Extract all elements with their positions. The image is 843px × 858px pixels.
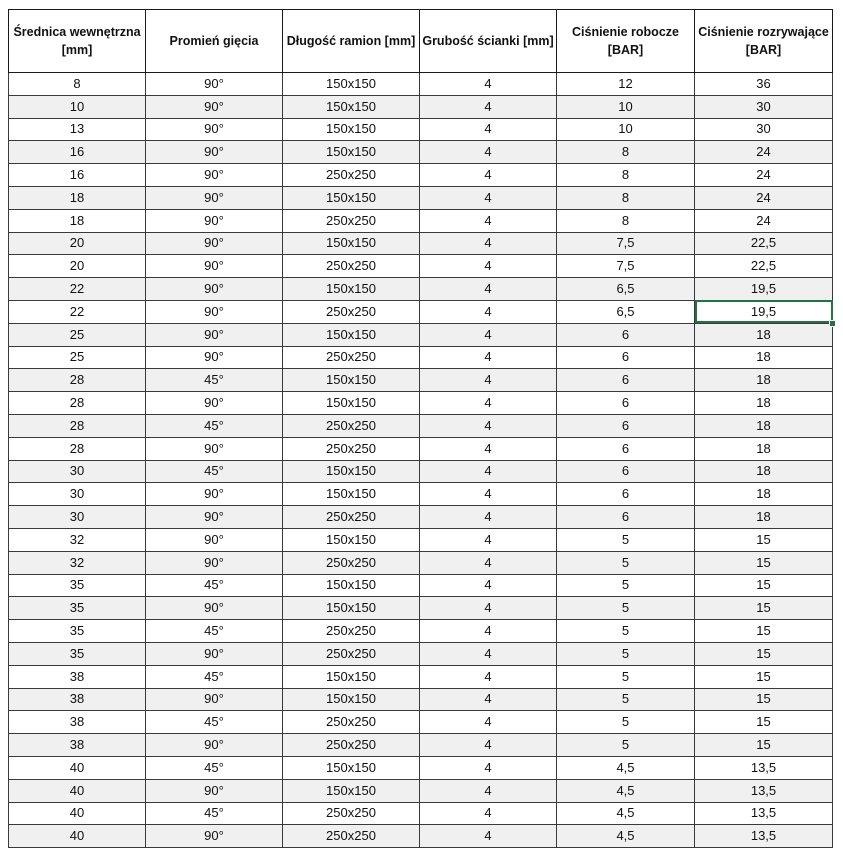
cell-wall-thickness[interactable]: 4: [420, 278, 557, 301]
cell-inner-diameter[interactable]: 38: [9, 665, 146, 688]
cell-wall-thickness[interactable]: 4: [420, 118, 557, 141]
cell-bend-radius[interactable]: 90°: [146, 232, 283, 255]
cell-burst-pressure[interactable]: 15: [695, 528, 833, 551]
cell-inner-diameter[interactable]: 35: [9, 642, 146, 665]
cell-wall-thickness[interactable]: 4: [420, 141, 557, 164]
cell-bend-radius[interactable]: 90°: [146, 95, 283, 118]
cell-arm-length[interactable]: 150x150: [283, 186, 420, 209]
cell-burst-pressure[interactable]: 15: [695, 734, 833, 757]
cell-wall-thickness[interactable]: 4: [420, 437, 557, 460]
cell-bend-radius[interactable]: 90°: [146, 528, 283, 551]
table-row: [9, 483, 833, 506]
cell-inner-diameter[interactable]: 30: [9, 506, 146, 529]
cell-inner-diameter[interactable]: 40: [9, 802, 146, 825]
cell-working-pressure[interactable]: 6,5: [557, 300, 695, 323]
cell-working-pressure[interactable]: 5: [557, 642, 695, 665]
cell-wall-thickness[interactable]: 4: [420, 574, 557, 597]
cell-arm-length[interactable]: 250x250: [283, 825, 420, 848]
cell-arm-length[interactable]: 250x250: [283, 346, 420, 369]
cell-wall-thickness[interactable]: 4: [420, 620, 557, 643]
cell-inner-diameter[interactable]: 28: [9, 414, 146, 437]
cell-working-pressure[interactable]: 6,5: [557, 278, 695, 301]
cell-inner-diameter[interactable]: 16: [9, 164, 146, 187]
cell-burst-pressure[interactable]: 18: [695, 460, 833, 483]
cell-wall-thickness[interactable]: 4: [420, 414, 557, 437]
cell-bend-radius[interactable]: 90°: [146, 392, 283, 415]
cell-wall-thickness[interactable]: 4: [420, 323, 557, 346]
cell-burst-pressure[interactable]: 13,5: [695, 779, 833, 802]
cell-burst-pressure[interactable]: 24: [695, 141, 833, 164]
cell-inner-diameter[interactable]: 40: [9, 779, 146, 802]
cell-burst-pressure[interactable]: 18: [695, 437, 833, 460]
table-row: [9, 186, 833, 209]
cell-arm-length[interactable]: 250x250: [283, 551, 420, 574]
cell-wall-thickness[interactable]: 4: [420, 711, 557, 734]
cell-burst-pressure-selected[interactable]: 19,5: [695, 300, 833, 323]
cell-bend-radius[interactable]: 90°: [146, 118, 283, 141]
cell-burst-pressure[interactable]: 30: [695, 118, 833, 141]
cell-working-pressure[interactable]: 5: [557, 665, 695, 688]
cell-arm-length[interactable]: 150x150: [283, 756, 420, 779]
table-row: [9, 164, 833, 187]
cell-working-pressure[interactable]: 8: [557, 141, 695, 164]
cell-working-pressure[interactable]: 5: [557, 688, 695, 711]
cell-working-pressure[interactable]: 5: [557, 620, 695, 643]
cell-inner-diameter[interactable]: 40: [9, 756, 146, 779]
cell-bend-radius[interactable]: 90°: [146, 255, 283, 278]
cell-wall-thickness[interactable]: 4: [420, 802, 557, 825]
table-row: [9, 323, 833, 346]
cell-wall-thickness[interactable]: 4: [420, 506, 557, 529]
cell-burst-pressure[interactable]: 15: [695, 597, 833, 620]
cell-working-pressure[interactable]: 6: [557, 323, 695, 346]
table-row: [9, 665, 833, 688]
cell-burst-pressure[interactable]: 18: [695, 346, 833, 369]
cell-bend-radius[interactable]: 45°: [146, 711, 283, 734]
cell-wall-thickness[interactable]: 4: [420, 665, 557, 688]
header-bend-radius[interactable]: Promień gięcia: [146, 10, 283, 73]
cell-burst-pressure[interactable]: 24: [695, 209, 833, 232]
cell-burst-pressure[interactable]: 18: [695, 369, 833, 392]
cell-working-pressure[interactable]: 8: [557, 209, 695, 232]
cell-arm-length[interactable]: 250x250: [283, 300, 420, 323]
cell-wall-thickness[interactable]: 4: [420, 164, 557, 187]
cell-arm-length[interactable]: 250x250: [283, 164, 420, 187]
cell-working-pressure[interactable]: 6: [557, 437, 695, 460]
cell-wall-thickness[interactable]: 4: [420, 95, 557, 118]
table-row: [9, 528, 833, 551]
header-row: [9, 10, 833, 73]
cell-inner-diameter[interactable]: 40: [9, 825, 146, 848]
cell-wall-thickness[interactable]: 4: [420, 392, 557, 415]
table-row: [9, 597, 833, 620]
cell-working-pressure[interactable]: 10: [557, 118, 695, 141]
cell-inner-diameter[interactable]: 28: [9, 392, 146, 415]
table-row: [9, 278, 833, 301]
cell-wall-thickness[interactable]: 4: [420, 642, 557, 665]
header-arm-length[interactable]: Długość ramion [mm]: [283, 10, 420, 73]
cell-burst-pressure[interactable]: 24: [695, 164, 833, 187]
cell-inner-diameter[interactable]: 18: [9, 186, 146, 209]
cell-inner-diameter[interactable]: 35: [9, 620, 146, 643]
cell-arm-length[interactable]: 250x250: [283, 642, 420, 665]
cell-bend-radius[interactable]: 90°: [146, 642, 283, 665]
cell-working-pressure[interactable]: 12: [557, 73, 695, 96]
cell-inner-diameter[interactable]: 25: [9, 323, 146, 346]
cell-burst-pressure[interactable]: 22,5: [695, 232, 833, 255]
cell-burst-pressure[interactable]: 19,5: [695, 278, 833, 301]
cell-wall-thickness[interactable]: 4: [420, 688, 557, 711]
table-row: [9, 255, 833, 278]
cell-bend-radius[interactable]: 45°: [146, 802, 283, 825]
cell-bend-radius[interactable]: 90°: [146, 73, 283, 96]
table-row: [9, 369, 833, 392]
table-row: [9, 346, 833, 369]
cell-wall-thickness[interactable]: 4: [420, 232, 557, 255]
cell-inner-diameter[interactable]: 30: [9, 460, 146, 483]
cell-burst-pressure[interactable]: 15: [695, 551, 833, 574]
cell-bend-radius[interactable]: 90°: [146, 551, 283, 574]
table-row: [9, 779, 833, 802]
cell-arm-length[interactable]: 150x150: [283, 118, 420, 141]
table-row: [9, 802, 833, 825]
table-body: [9, 73, 833, 848]
cell-working-pressure[interactable]: 5: [557, 734, 695, 757]
cell-arm-length[interactable]: 150x150: [283, 73, 420, 96]
cell-inner-diameter[interactable]: 38: [9, 711, 146, 734]
cell-arm-length[interactable]: 250x250: [283, 209, 420, 232]
cell-burst-pressure[interactable]: 13,5: [695, 802, 833, 825]
cell-inner-diameter[interactable]: 20: [9, 255, 146, 278]
header-inner-diameter[interactable]: Średnica wewnętrzna [mm]: [9, 10, 146, 73]
cell-inner-diameter[interactable]: 22: [9, 278, 146, 301]
specification-table: [8, 9, 833, 848]
cell-inner-diameter[interactable]: 22: [9, 300, 146, 323]
cell-arm-length[interactable]: 150x150: [283, 369, 420, 392]
cell-wall-thickness[interactable]: 4: [420, 825, 557, 848]
cell-working-pressure[interactable]: 6: [557, 369, 695, 392]
table-row: [9, 73, 833, 96]
table-row: [9, 642, 833, 665]
cell-inner-diameter[interactable]: 35: [9, 574, 146, 597]
cell-bend-radius[interactable]: 90°: [146, 346, 283, 369]
cell-burst-pressure[interactable]: 36: [695, 73, 833, 96]
fill-handle[interactable]: [829, 320, 836, 327]
cell-working-pressure[interactable]: 6: [557, 346, 695, 369]
cell-inner-diameter[interactable]: 16: [9, 141, 146, 164]
cell-burst-pressure[interactable]: 18: [695, 506, 833, 529]
table-row: [9, 688, 833, 711]
cell-burst-pressure[interactable]: 22,5: [695, 255, 833, 278]
cell-arm-length[interactable]: 250x250: [283, 711, 420, 734]
cell-arm-length[interactable]: 250x250: [283, 437, 420, 460]
table-row: [9, 551, 833, 574]
cell-arm-length[interactable]: 250x250: [283, 414, 420, 437]
cell-wall-thickness[interactable]: 4: [420, 209, 557, 232]
cell-arm-length[interactable]: 150x150: [283, 688, 420, 711]
cell-arm-length[interactable]: 250x250: [283, 506, 420, 529]
cell-working-pressure[interactable]: 5: [557, 597, 695, 620]
cell-bend-radius[interactable]: 45°: [146, 756, 283, 779]
cell-bend-radius[interactable]: 90°: [146, 141, 283, 164]
cell-burst-pressure[interactable]: 13,5: [695, 756, 833, 779]
cell-working-pressure[interactable]: 10: [557, 95, 695, 118]
cell-working-pressure[interactable]: 4,5: [557, 779, 695, 802]
cell-wall-thickness[interactable]: 4: [420, 483, 557, 506]
cell-working-pressure[interactable]: 6: [557, 414, 695, 437]
cell-arm-length[interactable]: 150x150: [283, 278, 420, 301]
cell-working-pressure[interactable]: 7,5: [557, 255, 695, 278]
cell-arm-length[interactable]: 250x250: [283, 255, 420, 278]
table-row: [9, 825, 833, 848]
cell-arm-length[interactable]: 150x150: [283, 323, 420, 346]
cell-working-pressure[interactable]: 4,5: [557, 756, 695, 779]
cell-wall-thickness[interactable]: 4: [420, 300, 557, 323]
cell-wall-thickness[interactable]: 4: [420, 597, 557, 620]
header-working-pressure[interactable]: Ciśnienie robocze [BAR]: [557, 10, 695, 73]
cell-working-pressure[interactable]: 7,5: [557, 232, 695, 255]
cell-wall-thickness[interactable]: 4: [420, 756, 557, 779]
cell-burst-pressure[interactable]: 18: [695, 414, 833, 437]
cell-arm-length[interactable]: 150x150: [283, 232, 420, 255]
cell-bend-radius[interactable]: 90°: [146, 186, 283, 209]
cell-bend-radius[interactable]: 90°: [146, 597, 283, 620]
spreadsheet: [8, 9, 832, 848]
cell-bend-radius[interactable]: 45°: [146, 620, 283, 643]
cell-inner-diameter[interactable]: 28: [9, 369, 146, 392]
table-row: [9, 711, 833, 734]
cell-working-pressure[interactable]: 4,5: [557, 802, 695, 825]
cell-burst-pressure[interactable]: 13,5: [695, 825, 833, 848]
cell-burst-pressure[interactable]: 15: [695, 665, 833, 688]
cell-inner-diameter[interactable]: 32: [9, 528, 146, 551]
cell-working-pressure[interactable]: 5: [557, 528, 695, 551]
cell-bend-radius[interactable]: 90°: [146, 278, 283, 301]
cell-working-pressure[interactable]: 5: [557, 574, 695, 597]
cell-bend-radius[interactable]: 90°: [146, 437, 283, 460]
cell-inner-diameter[interactable]: 35: [9, 597, 146, 620]
cell-inner-diameter[interactable]: 10: [9, 95, 146, 118]
cell-bend-radius[interactable]: 90°: [146, 300, 283, 323]
cell-wall-thickness[interactable]: 4: [420, 255, 557, 278]
cell-working-pressure[interactable]: 6: [557, 506, 695, 529]
cell-bend-radius[interactable]: 90°: [146, 483, 283, 506]
cell-working-pressure[interactable]: 6: [557, 483, 695, 506]
cell-inner-diameter[interactable]: 32: [9, 551, 146, 574]
cell-arm-length[interactable]: 250x250: [283, 620, 420, 643]
table-row: [9, 392, 833, 415]
table-row: [9, 141, 833, 164]
cell-bend-radius[interactable]: 90°: [146, 825, 283, 848]
header-burst-pressure[interactable]: Ciśnienie rozrywające [BAR]: [695, 10, 833, 73]
cell-working-pressure[interactable]: 6: [557, 460, 695, 483]
table-row: [9, 734, 833, 757]
cell-arm-length[interactable]: 150x150: [283, 460, 420, 483]
table-row: [9, 118, 833, 141]
table-row: [9, 460, 833, 483]
table-row: [9, 209, 833, 232]
cell-wall-thickness[interactable]: 4: [420, 551, 557, 574]
cell-inner-diameter[interactable]: 18: [9, 209, 146, 232]
cell-arm-length[interactable]: 150x150: [283, 141, 420, 164]
cell-inner-diameter[interactable]: 38: [9, 734, 146, 757]
cell-arm-length[interactable]: 150x150: [283, 392, 420, 415]
cell-arm-length[interactable]: 150x150: [283, 779, 420, 802]
cell-burst-pressure[interactable]: 15: [695, 642, 833, 665]
table-row: [9, 414, 833, 437]
table-row: [9, 506, 833, 529]
table-row: [9, 232, 833, 255]
cell-arm-length[interactable]: 150x150: [283, 665, 420, 688]
cell-bend-radius[interactable]: 90°: [146, 734, 283, 757]
cell-burst-pressure[interactable]: 15: [695, 574, 833, 597]
cell-working-pressure[interactable]: 5: [557, 711, 695, 734]
cell-arm-length[interactable]: 250x250: [283, 734, 420, 757]
cell-wall-thickness[interactable]: 4: [420, 734, 557, 757]
cell-wall-thickness[interactable]: 4: [420, 779, 557, 802]
table-row: [9, 95, 833, 118]
cell-bend-radius[interactable]: 45°: [146, 665, 283, 688]
cell-working-pressure[interactable]: 4,5: [557, 825, 695, 848]
cell-arm-length[interactable]: 150x150: [283, 597, 420, 620]
cell-bend-radius[interactable]: 90°: [146, 779, 283, 802]
cell-burst-pressure[interactable]: 18: [695, 392, 833, 415]
cell-burst-pressure[interactable]: 18: [695, 323, 833, 346]
cell-working-pressure[interactable]: 6: [557, 392, 695, 415]
table-row: [9, 574, 833, 597]
cell-working-pressure[interactable]: 8: [557, 186, 695, 209]
header-wall-thickness[interactable]: Grubość ścianki [mm]: [420, 10, 557, 73]
table-row: [9, 620, 833, 643]
cell-wall-thickness[interactable]: 4: [420, 73, 557, 96]
cell-burst-pressure[interactable]: 15: [695, 688, 833, 711]
cell-bend-radius[interactable]: 90°: [146, 323, 283, 346]
cell-wall-thickness[interactable]: 4: [420, 346, 557, 369]
cell-bend-radius[interactable]: 90°: [146, 506, 283, 529]
cell-inner-diameter[interactable]: 25: [9, 346, 146, 369]
cell-inner-diameter[interactable]: 30: [9, 483, 146, 506]
cell-bend-radius[interactable]: 45°: [146, 414, 283, 437]
cell-wall-thickness[interactable]: 4: [420, 186, 557, 209]
cell-burst-pressure[interactable]: 24: [695, 186, 833, 209]
cell-arm-length[interactable]: 150x150: [283, 528, 420, 551]
cell-arm-length[interactable]: 250x250: [283, 802, 420, 825]
cell-arm-length[interactable]: 150x150: [283, 574, 420, 597]
cell-working-pressure[interactable]: 8: [557, 164, 695, 187]
cell-burst-pressure[interactable]: 18: [695, 483, 833, 506]
cell-inner-diameter[interactable]: 38: [9, 688, 146, 711]
cell-burst-pressure[interactable]: 15: [695, 620, 833, 643]
cell-inner-diameter[interactable]: 13: [9, 118, 146, 141]
cell-burst-pressure[interactable]: 15: [695, 711, 833, 734]
cell-bend-radius[interactable]: 90°: [146, 209, 283, 232]
cell-bend-radius[interactable]: 90°: [146, 688, 283, 711]
cell-inner-diameter[interactable]: 28: [9, 437, 146, 460]
cell-inner-diameter[interactable]: 8: [9, 73, 146, 96]
cell-bend-radius[interactable]: 45°: [146, 460, 283, 483]
cell-bend-radius[interactable]: 45°: [146, 574, 283, 597]
cell-arm-length[interactable]: 150x150: [283, 483, 420, 506]
table-row: [9, 437, 833, 460]
table-row: [9, 756, 833, 779]
cell-burst-pressure[interactable]: 30: [695, 95, 833, 118]
cell-bend-radius[interactable]: 45°: [146, 369, 283, 392]
cell-wall-thickness[interactable]: 4: [420, 528, 557, 551]
table-row: [9, 300, 833, 323]
cell-working-pressure[interactable]: 5: [557, 551, 695, 574]
cell-bend-radius[interactable]: 90°: [146, 164, 283, 187]
cell-wall-thickness[interactable]: 4: [420, 369, 557, 392]
cell-wall-thickness[interactable]: 4: [420, 460, 557, 483]
cell-arm-length[interactable]: 150x150: [283, 95, 420, 118]
cell-inner-diameter[interactable]: 20: [9, 232, 146, 255]
